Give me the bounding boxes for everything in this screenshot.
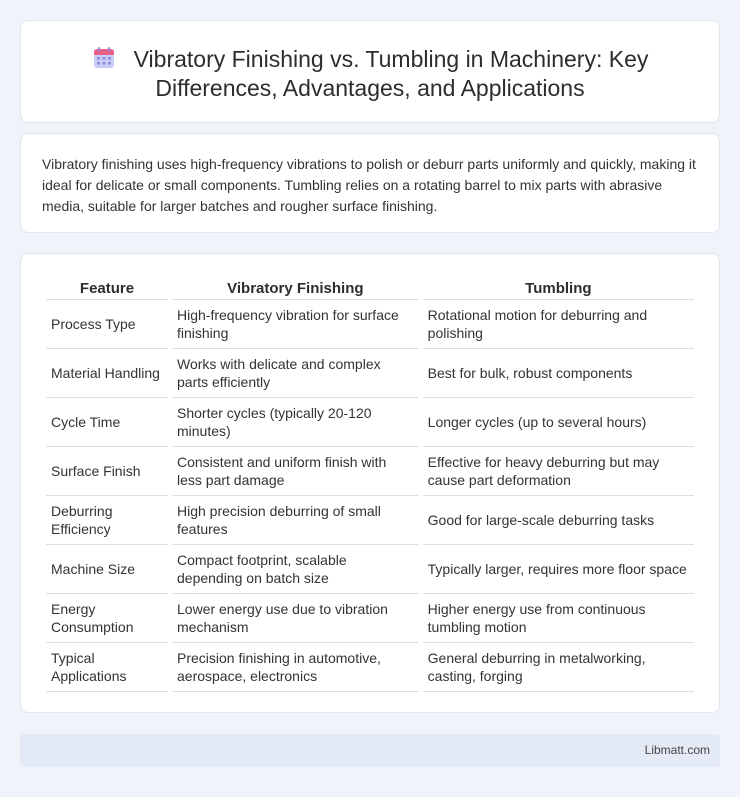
tumbling-cell: Good for large-scale deburring tasks bbox=[423, 496, 694, 545]
intro-paragraph: Vibratory finishing uses high-frequency vibrations to polish or deburr parts uniformly and quickly, making it ideal for delicate or small components. Tumbling relies on a rotating barrel to mix parts with abrasive media, suitable for larger batches and rougher surface finishing. bbox=[42, 156, 696, 214]
page-title: Vibratory Finishing vs. Tumbling in Machinery: Key Differences, Advantages, and Applications bbox=[133, 46, 649, 101]
vibratory-cell: Shorter cycles (typically 20-120 minutes) bbox=[172, 398, 419, 447]
feature-cell: Material Handling bbox=[46, 349, 168, 398]
table-row bbox=[46, 643, 694, 692]
table-row bbox=[46, 594, 694, 643]
feature-cell: Deburring Efficiency bbox=[46, 496, 168, 545]
table-row bbox=[46, 447, 694, 496]
tumbling-cell: Rotational motion for deburring and polishing bbox=[423, 300, 694, 349]
header-tumbling: Tumbling bbox=[423, 274, 694, 300]
tumbling-cell: General deburring in metalworking, casting, forging bbox=[423, 643, 694, 692]
tumbling-cell: Best for bulk, robust components bbox=[423, 349, 694, 398]
feature-cell: Process Type bbox=[46, 300, 168, 349]
tumbling-cell: Higher energy use from continuous tumbling motion bbox=[423, 594, 694, 643]
table-header-row bbox=[46, 274, 694, 300]
table-row bbox=[46, 300, 694, 349]
vibratory-cell: High-frequency vibration for surface finishing bbox=[172, 300, 419, 349]
table-row bbox=[46, 398, 694, 447]
table-row bbox=[46, 545, 694, 594]
table-row bbox=[46, 349, 694, 398]
footer-brand[interactable]: Libmatt.com bbox=[644, 743, 710, 757]
tumbling-cell: Effective for heavy deburring but may cause part deformation bbox=[423, 447, 694, 496]
vibratory-cell: High precision deburring of small features bbox=[172, 496, 419, 545]
vibratory-cell: Consistent and uniform finish with less part damage bbox=[172, 447, 419, 496]
feature-cell: Surface Finish bbox=[46, 447, 168, 496]
feature-cell: Cycle Time bbox=[46, 398, 168, 447]
tumbling-cell: Longer cycles (up to several hours) bbox=[423, 398, 694, 447]
table-row bbox=[46, 496, 694, 545]
vibratory-cell: Compact footprint, scalable depending on batch size bbox=[172, 545, 419, 594]
feature-cell: Typical Applications bbox=[46, 643, 168, 692]
page-title-block bbox=[21, 45, 719, 103]
header-feature: Feature bbox=[46, 274, 168, 300]
comparison-table bbox=[42, 274, 698, 692]
vibratory-cell: Lower energy use due to vibration mechanism bbox=[172, 594, 419, 643]
feature-cell: Machine Size bbox=[46, 545, 168, 594]
footer bbox=[20, 734, 720, 767]
feature-cell: Energy Consumption bbox=[46, 594, 168, 643]
intro-card bbox=[20, 133, 720, 233]
vibratory-cell: Precision finishing in automotive, aerospace, electronics bbox=[172, 643, 419, 692]
vibratory-cell: Works with delicate and complex parts efficiently bbox=[172, 349, 419, 398]
title-card bbox=[20, 20, 720, 123]
comparison-card bbox=[20, 253, 720, 713]
calendar-icon bbox=[92, 46, 116, 70]
header-vibratory: Vibratory Finishing bbox=[172, 274, 419, 300]
tumbling-cell: Typically larger, requires more floor space bbox=[423, 545, 694, 594]
